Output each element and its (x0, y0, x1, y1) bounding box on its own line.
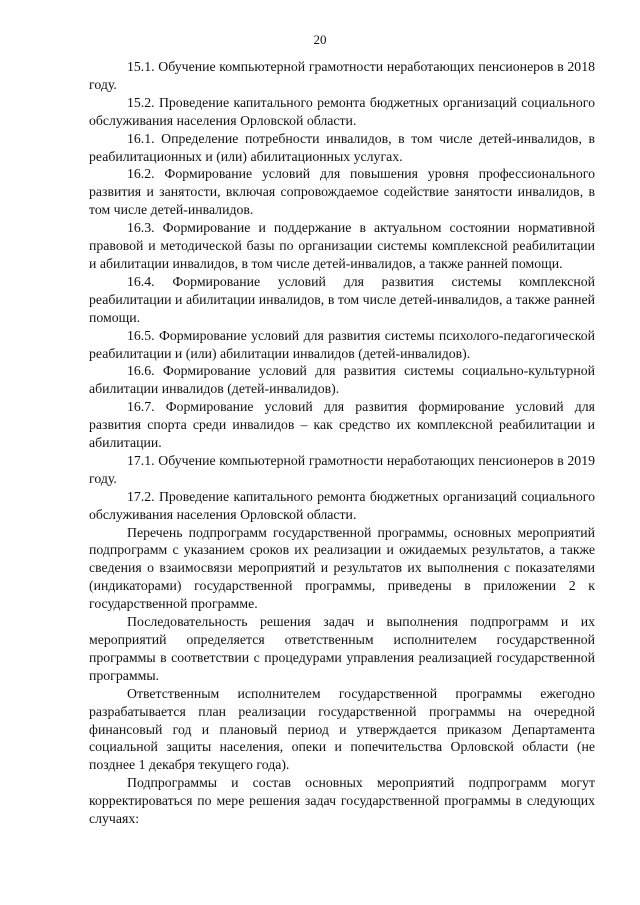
paragraph: 16.5. Формирование условий для развития системы психолого-педагогической реабилитации и (или) абилитации инвалидов (детей-инвалидов). (89, 327, 595, 361)
paragraph: 15.2. Проведение капитального ремонта бюджетных организаций социального обслуживания населения Орловской области. (89, 94, 595, 128)
paragraph: 16.4. Формирование условий для развития системы комплексной реабилитации и абилитации инвалидов, в том числе детей-инвалидов, а также ранней помощи. (89, 273, 595, 325)
document-body (89, 58, 595, 828)
paragraph: 17.1. Обучение компьютерной грамотности неработающих пенсионеров в 2019 году. (89, 452, 595, 486)
page-number: 20 (313, 32, 327, 47)
paragraph: Подпрограммы и состав основных мероприятий подпрограмм могут корректироваться по мере решения задач государственной программы в следующих случаях: (89, 775, 595, 827)
paragraph: 16.7. Формирование условий для развития формирование условий для развития спорта среди инвалидов – как средство их комплексной реабилитации и абилитации. (89, 399, 595, 451)
paragraph: 16.2. Формирование условий для повышения уровня профессионального развития и занятости, включая сопровождаемое содействие занятости инвалидов, в том числе детей-инвалидов. (89, 166, 595, 218)
paragraph: 17.2. Проведение капитального ремонта бюджетных организаций социального обслуживания населения Орловской области. (89, 488, 595, 522)
paragraph: Перечень подпрограмм государственной программы, основных мероприятий подпрограмм с указанием сроков их реализации и ожидаемых результатов, а также сведения о взаимосвязи мероприятий и результатов их выполнения с показателями (индикаторами) государственной программы, приведены в приложении 2 к государственной программе. (89, 524, 595, 612)
paragraph: Ответственным исполнителем государственной программы ежегодно разрабатывается план реализации государственной программы на очередной финансовый год и плановый период и утверждается приказом Департамента социальной защиты населения, опеки и попечительства Орловской области (не позднее 1 декабря текущего года). (89, 685, 595, 773)
paragraph: 15.1. Обучение компьютерной грамотности неработающих пенсионеров в 2018 году. (89, 59, 595, 92)
paragraph: Последовательность решения задач и выполнения подпрограмм и их мероприятий определяется ответственным исполнителем государственной программы в соответствии с процедурами управления реализацией государственной программы. (89, 614, 595, 683)
paragraph: 16.1. Определение потребности инвалидов, в том числе детей-инвалидов, в реабилитационных и (или) абилитационных услугах. (89, 130, 595, 164)
paragraph: 16.6. Формирование условий для развития системы социально-культурной абилитации инвалидов (детей-инвалидов). (89, 363, 595, 397)
paragraph: 16.3. Формирование и поддержание в актуальном состоянии нормативной правовой и методической базы по организации системы комплексной реабилитации и абилитации инвалидов, в том числе детей-инвалидов, а также ранней помощи. (89, 220, 595, 271)
